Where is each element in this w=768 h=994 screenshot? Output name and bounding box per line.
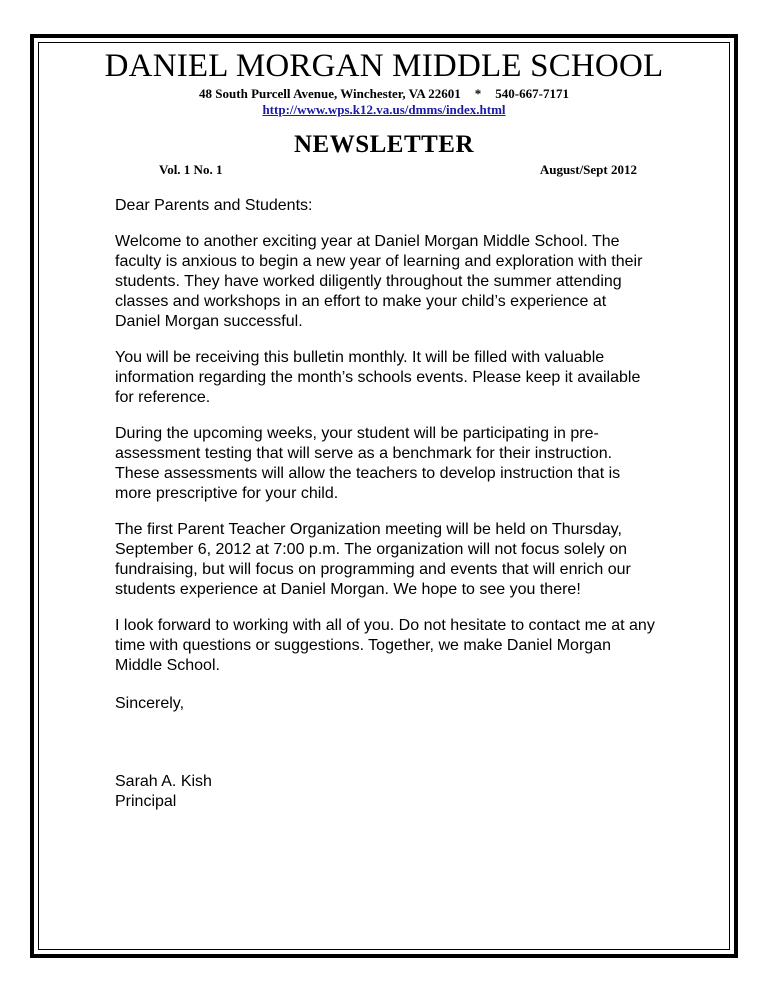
volume-number: Vol. 1 No. 1 bbox=[159, 162, 223, 177]
issue-date: August/Sept 2012 bbox=[539, 162, 637, 177]
paragraph-assessment: During the upcoming weeks, your student will be participating in pre-assessment testing that will serve as a benchmark for their instruction. These assessments will allow the teachers to develop instruction that is more prescriptive for your child. bbox=[115, 425, 621, 502]
signer-title: Principal bbox=[115, 793, 177, 810]
school-phone: 540-667-7171 bbox=[495, 86, 569, 101]
paragraph-welcome: Welcome to another exciting year at Daniel Morgan Middle School. The faculty is anxious to begin a new year of learning and exploration with their students. They have worked diligently throughout the summer attending classes and workshops in an effort to make your child’s experience at Daniel Morgan successful. bbox=[115, 233, 643, 330]
signer-name: Sarah A. Kish bbox=[115, 773, 212, 790]
school-website-link[interactable]: http://www.wps.k12.va.us/dmms/index.html bbox=[262, 102, 506, 117]
school-name: DANIEL MORGAN MIDDLE SCHOOL bbox=[104, 48, 664, 84]
newsletter-title: NEWSLETTER bbox=[293, 131, 475, 158]
paragraph-bulletin: You will be receiving this bulletin monthly. It will be filled with valuable information regarding the month’s schools events. Please keep it available for reference. bbox=[115, 349, 641, 406]
paragraph-closing-remarks: I look forward to working with all of you. Do not hesitate to contact me at any time with questions or suggestions. Together, we make Daniel Morgan Middle School. bbox=[115, 617, 655, 674]
salutation: Dear Parents and Students: bbox=[115, 197, 313, 214]
closing: Sincerely, bbox=[115, 695, 185, 712]
school-address: 48 South Purcell Avenue, Winchester, VA 22601 bbox=[199, 86, 461, 101]
address-line bbox=[0, 86, 768, 102]
url-line bbox=[0, 102, 768, 118]
paragraph-pto-meeting: The first Parent Teacher Organization meeting will be held on Thursday, September 6, 2012 at 7:00 p.m. The organization will not focus solely on fundraising, but will focus on programming and events that will enrich our students experience at Daniel Morgan. We hope to see you there! bbox=[115, 521, 631, 598]
separator: * bbox=[474, 86, 482, 101]
